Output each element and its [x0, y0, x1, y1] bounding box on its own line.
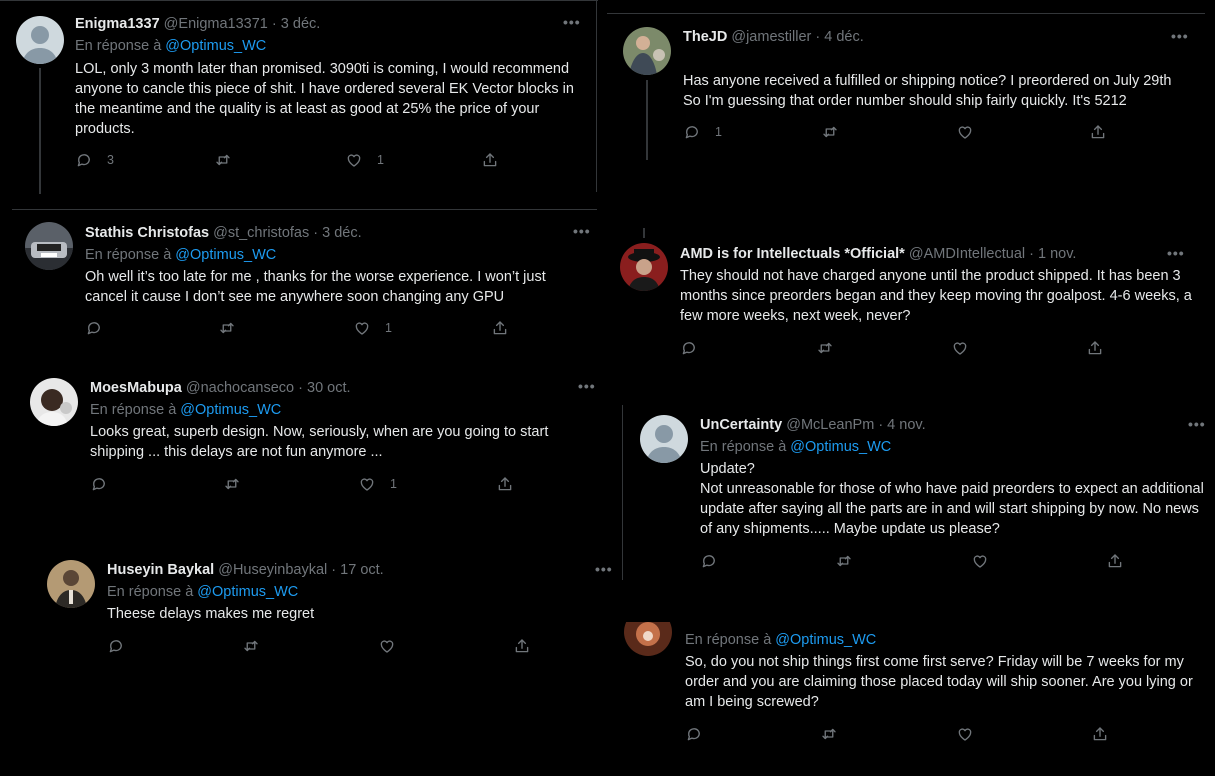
tweet-text [683, 71, 1203, 111]
reply-count: 1 [715, 125, 722, 139]
mention-link[interactable]: @Optimus_WC [790, 439, 892, 455]
more-icon[interactable]: ••• [563, 14, 581, 30]
like-count: 1 [385, 321, 392, 335]
avatar[interactable] [623, 27, 671, 75]
avatar[interactable] [47, 560, 95, 608]
like-button[interactable] [971, 552, 989, 570]
tweet-date[interactable]: 1 nov. [1038, 246, 1077, 262]
action-bar [85, 319, 515, 339]
divider [12, 209, 597, 210]
more-icon[interactable]: ••• [1171, 28, 1189, 44]
share-icon [1086, 339, 1104, 357]
mention-link[interactable]: @Optimus_WC [175, 247, 277, 263]
tweet-text: LOL, only 3 month later than promised. 3090ti is coming, I would recommend anyone to cancle this piece of shit. I have ordered several EK Vector blocks in the meantime and the quality is at least as good at 25% the price of your products. [75, 61, 574, 137]
share-icon [496, 475, 514, 493]
share-icon [1106, 552, 1124, 570]
action-bar [700, 552, 1130, 572]
tweet-text: Theese delays makes me regret [107, 606, 315, 622]
tweet-date[interactable]: 3 déc. [322, 225, 362, 241]
like-button[interactable] [956, 123, 974, 141]
divider [0, 0, 598, 1]
share-button[interactable] [496, 475, 514, 493]
share-button[interactable] [513, 637, 531, 655]
like-button[interactable] [951, 339, 969, 357]
reply-prefix: En réponse à [107, 584, 194, 600]
tweet-text: So, do you not ship things first come first serve? Friday will be 7 weeks for my order and you are claiming those placed today will ship sooner. Are you lying or am I being screwed? [685, 654, 1193, 710]
reply-prefix: En réponse à [700, 439, 787, 455]
tweet-date[interactable]: 4 déc. [824, 29, 864, 45]
reply-context [107, 583, 298, 601]
tweet-text: Looks great, superb design. Now, seriously, when are you going to start shipping ... this delays are not fun anymore ... [90, 424, 549, 460]
retweet-icon [821, 123, 839, 141]
reply-context [700, 438, 891, 456]
reply-button[interactable] [90, 475, 108, 493]
like-count: 1 [377, 153, 384, 167]
like-button[interactable] [956, 725, 974, 743]
divider [596, 0, 597, 192]
retweet-icon [820, 725, 838, 743]
like-button[interactable] [345, 151, 384, 169]
retweet-button[interactable] [214, 151, 232, 169]
reply-icon [680, 339, 698, 357]
avatar[interactable] [624, 622, 672, 656]
user-handle[interactable]: @Huseyinbaykal [218, 562, 328, 578]
reply-button[interactable] [85, 319, 103, 337]
action-bar [685, 725, 1115, 745]
reply-icon [90, 475, 108, 493]
tweet-text [700, 459, 1205, 539]
mention-link[interactable]: @Optimus_WC [180, 402, 282, 418]
thread-line [643, 228, 645, 238]
reply-context [75, 37, 266, 55]
user-name[interactable]: Stathis Christofas [85, 225, 210, 241]
user-handle[interactable]: @McLeanPm [786, 417, 875, 433]
tweet-date[interactable]: 17 oct. [340, 562, 384, 578]
retweet-icon [816, 339, 834, 357]
action-bar [683, 123, 1113, 143]
action-bar [107, 637, 537, 657]
more-icon[interactable]: ••• [1188, 416, 1206, 432]
user-name[interactable]: Huseyin Baykal [107, 562, 215, 578]
reply-icon [85, 319, 103, 337]
reply-button[interactable] [107, 637, 125, 655]
action-bar [680, 339, 1110, 359]
share-icon [1091, 725, 1109, 743]
retweet-button[interactable] [816, 339, 834, 357]
more-icon[interactable]: ••• [1167, 245, 1185, 261]
like-button[interactable] [378, 637, 396, 655]
reply-count: 3 [107, 153, 114, 167]
more-icon[interactable]: ••• [578, 378, 596, 394]
reply-context [85, 246, 276, 264]
reply-button[interactable] [680, 339, 698, 357]
user-handle[interactable]: @nachocanseco [185, 380, 295, 396]
user-name[interactable]: UnCertainty [700, 417, 783, 433]
like-button[interactable] [358, 475, 397, 493]
avatar[interactable] [640, 415, 688, 463]
reply-prefix: En réponse à [685, 632, 772, 648]
user-handle[interactable]: @AMDIntellectual [908, 246, 1026, 262]
reply-icon [75, 151, 93, 169]
retweet-button[interactable] [223, 475, 241, 493]
heart-icon [353, 319, 371, 337]
action-bar [75, 151, 505, 171]
reply-icon [685, 725, 703, 743]
like-button[interactable] [353, 319, 392, 337]
heart-icon [956, 123, 974, 141]
mention-link[interactable]: @Optimus_WC [197, 584, 299, 600]
tweet-text: They should not have charged anyone until the product shipped. It has been 3 months since preorders began and they keep moving thr goalpost. 4-6 weeks, a few more weeks, next week, never? [680, 268, 1192, 324]
retweet-icon [214, 151, 232, 169]
share-button[interactable] [1106, 552, 1124, 570]
retweet-icon [218, 319, 236, 337]
share-button[interactable] [1086, 339, 1104, 357]
like-count: 1 [390, 477, 397, 491]
reply-icon [107, 637, 125, 655]
more-icon[interactable]: ••• [573, 223, 591, 239]
retweet-icon [242, 637, 260, 655]
reply-prefix: En réponse à [85, 247, 172, 263]
retweet-button[interactable] [821, 123, 839, 141]
share-button[interactable] [1091, 725, 1109, 743]
retweet-button[interactable] [835, 552, 853, 570]
reply-button[interactable] [75, 151, 114, 169]
mention-link[interactable]: @Optimus_WC [775, 632, 877, 648]
user-name[interactable]: MoesMabupa [90, 380, 182, 396]
mention-link[interactable]: @Optimus_WC [165, 38, 267, 54]
tweet-text-line: Has anyone received a fulfilled or shipping notice? I preordered on July 29th [683, 73, 1172, 89]
retweet-icon [835, 552, 853, 570]
reply-context [90, 401, 281, 419]
reply-icon [683, 123, 701, 141]
tweet-text-line: Not unreasonable for those of who have paid preorders to expect an additional update after saying all the parts are in and will start shipping by now. No news of any shipments..... Maybe update us please? [700, 481, 1204, 537]
tweet-date[interactable]: 4 nov. [887, 417, 926, 433]
avatar[interactable] [30, 378, 78, 426]
reply-button[interactable] [683, 123, 722, 141]
user-handle[interactable]: @Enigma13371 [163, 16, 268, 32]
reply-button[interactable] [685, 725, 703, 743]
share-icon [481, 151, 499, 169]
divider [622, 405, 623, 580]
action-bar [90, 475, 520, 495]
share-icon [513, 637, 531, 655]
heart-icon [358, 475, 376, 493]
heart-icon [378, 637, 396, 655]
reply-prefix: En réponse à [75, 38, 162, 54]
tweet-date[interactable]: 3 déc. [280, 16, 321, 32]
avatar-clip [622, 622, 674, 658]
thread-line [646, 80, 648, 160]
tweet-text: Oh well it’s too late for me , thanks for the worse experience. I won’t just cancel it cause I don’t see me anywhere soon changing any GPU [85, 269, 546, 305]
heart-icon [345, 151, 363, 169]
heart-icon [951, 339, 969, 357]
heart-icon [956, 725, 974, 743]
user-handle[interactable]: @st_christofas [213, 225, 310, 241]
user-name[interactable]: Enigma1337 [75, 16, 160, 32]
reply-icon [700, 552, 718, 570]
reply-context [685, 631, 876, 649]
reply-prefix: En réponse à [90, 402, 177, 418]
tweet-date[interactable]: 30 oct. [307, 380, 351, 396]
divider [607, 13, 1205, 14]
share-button[interactable] [1089, 123, 1107, 141]
retweet-button[interactable] [820, 725, 838, 743]
share-button[interactable] [481, 151, 499, 169]
share-icon [491, 319, 509, 337]
user-name[interactable]: TheJD [683, 29, 728, 45]
thread-line [39, 68, 41, 194]
retweet-button[interactable] [218, 319, 236, 337]
share-button[interactable] [491, 319, 509, 337]
tweet-text-line: Update? [700, 461, 755, 477]
avatar[interactable] [25, 222, 73, 270]
user-handle[interactable]: @jamestiller [731, 29, 812, 45]
avatar[interactable] [620, 243, 668, 291]
share-icon [1089, 123, 1107, 141]
reply-button[interactable] [700, 552, 718, 570]
retweet-button[interactable] [242, 637, 260, 655]
tweet-text-line: So I'm guessing that order number should ship fairly quickly. It's 5212 [683, 93, 1127, 109]
avatar[interactable] [16, 16, 64, 64]
heart-icon [971, 552, 989, 570]
retweet-icon [223, 475, 241, 493]
more-icon[interactable]: ••• [595, 561, 613, 577]
user-name[interactable]: AMD is for Intellectuals *Official* [680, 246, 905, 262]
